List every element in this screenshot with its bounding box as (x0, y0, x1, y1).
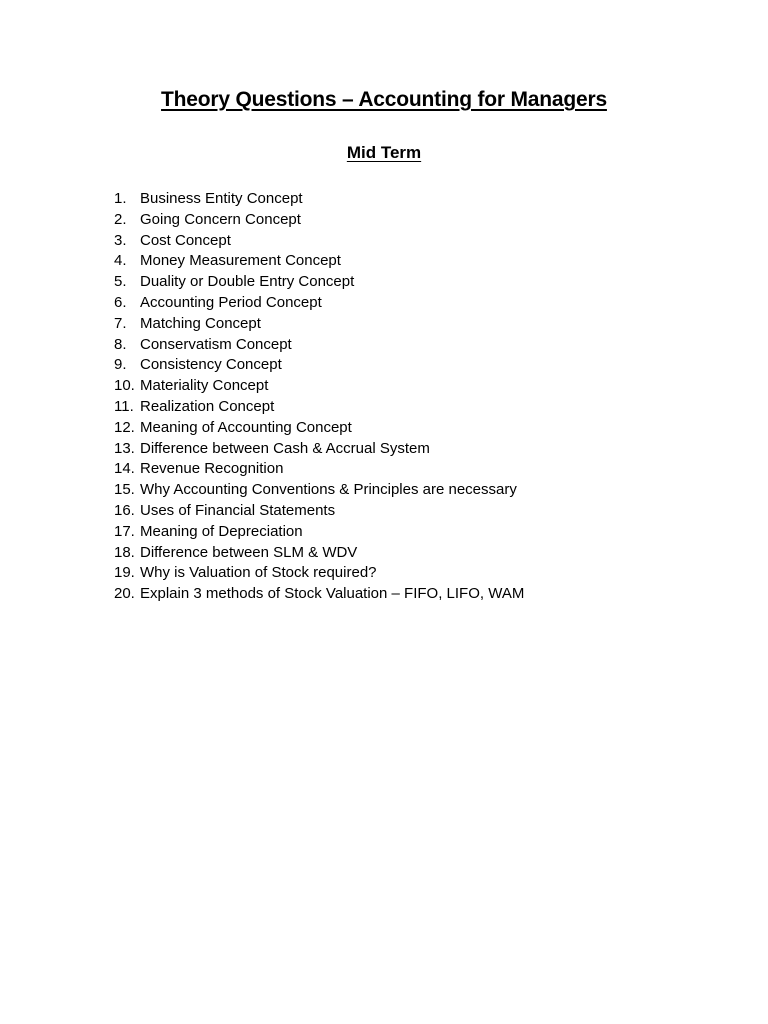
question-number: 8. (114, 335, 127, 353)
question-number: 7. (114, 314, 127, 332)
question-number: 6. (114, 293, 127, 311)
question-text: Going Concern Concept (140, 210, 301, 228)
question-text: Business Entity Concept (140, 190, 303, 207)
section-heading: Mid Term (346, 143, 422, 162)
question-text: Explain 3 methods of Stock Valuation – FIFO, LIFO, WAM (140, 585, 525, 603)
question-text: Materiality Concept (140, 377, 269, 395)
question-item (114, 293, 674, 314)
question-item (114, 272, 674, 293)
question-item (114, 251, 674, 272)
question-item (114, 231, 674, 252)
question-text: Difference between Cash & Accrual System (140, 439, 430, 457)
question-text: Realization Concept (140, 397, 275, 415)
question-item (114, 355, 674, 376)
question-number: 3. (114, 231, 127, 249)
question-number: 16. (114, 501, 135, 519)
question-number: 4. (114, 252, 127, 270)
question-item (114, 397, 674, 418)
question-number: 11. (114, 397, 134, 415)
question-text: Revenue Recognition (140, 460, 284, 478)
question-list (114, 189, 674, 605)
question-item (114, 563, 674, 584)
question-text: Difference between SLM & WDV (140, 543, 358, 561)
question-text: Duality or Double Entry Concept (140, 273, 355, 291)
question-text: Money Measurement Concept (140, 252, 341, 270)
question-text: Matching Concept (140, 314, 261, 332)
page-title: Theory Questions – Accounting for Managers (161, 88, 607, 111)
question-text: Why is Valuation of Stock required? (140, 564, 377, 582)
question-number: 2. (114, 210, 127, 228)
question-number: 10. (114, 377, 135, 395)
question-number: 9. (114, 356, 127, 374)
question-text: Meaning of Accounting Concept (140, 418, 352, 436)
question-item (114, 584, 674, 605)
question-text: Conservatism Concept (140, 335, 292, 353)
question-number: 5. (114, 273, 127, 291)
question-item (114, 335, 674, 356)
question-number: 17. (114, 522, 135, 540)
question-number: 19. (114, 564, 135, 582)
question-item (114, 210, 674, 231)
question-item (114, 522, 674, 543)
question-item (114, 314, 674, 335)
question-number: 14. (114, 460, 135, 478)
question-item (114, 543, 674, 564)
question-text: Why Accounting Conventions & Principles are necessary (140, 481, 517, 499)
question-item (114, 189, 674, 210)
question-text: Consistency Concept (140, 356, 282, 374)
question-item (114, 418, 674, 439)
question-text: Accounting Period Concept (140, 293, 322, 311)
question-text: Meaning of Depreciation (140, 522, 303, 540)
question-item (114, 376, 674, 397)
question-text: Cost Concept (140, 231, 231, 249)
question-number: 12. (114, 418, 135, 436)
question-number: 20. (114, 585, 135, 603)
question-number: 15. (114, 481, 135, 499)
question-number: 1. (114, 190, 127, 207)
question-item (114, 480, 674, 501)
question-item (114, 439, 674, 460)
question-text: Uses of Financial Statements (140, 501, 336, 519)
question-item (114, 501, 674, 522)
question-number: 18. (114, 543, 135, 561)
question-number: 13. (114, 439, 135, 457)
question-item (114, 459, 674, 480)
